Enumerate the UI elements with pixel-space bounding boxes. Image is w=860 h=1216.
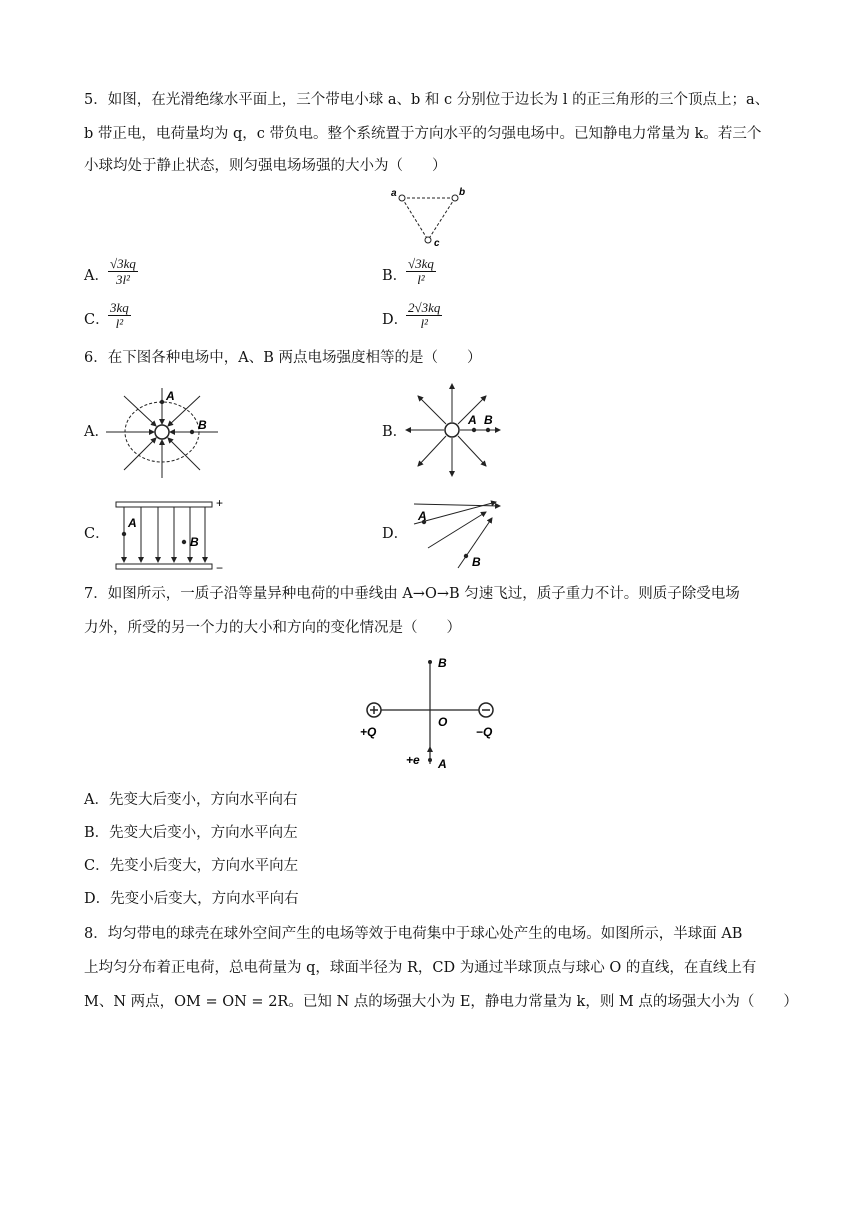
q5-line-2: b 带正电，电荷量均为 q，c 带负电。整个系统置于方向水平的匀强电场中。已知静电力常量为 k。若三个 xyxy=(84,126,762,142)
q7-label-minus-q: −Q xyxy=(476,725,493,739)
q5-option-c-den: l² xyxy=(115,316,124,331)
q6-option-b-letter: B． xyxy=(382,424,408,440)
q5-option-c-num: 3kq xyxy=(110,300,129,315)
q7-line-1: 7．如图所示，一质子沿等量异种电荷的中垂线由 A→O→B 匀速飞过，质子重力不计。则质子除受电场 xyxy=(84,586,740,602)
q5-option-a-fraction xyxy=(108,256,138,287)
q5-option-d-num: 2√3kq xyxy=(408,300,441,315)
q8-line-3: M、N 两点，OM = ON = 2R。已知 N 点的场强大小为 E，静电力常量为 k，则 M 点的场强大小为（ ） xyxy=(84,994,798,1010)
q7-line-2: 力外，所受的另一个力的大小和方向的变化情况是（ ） xyxy=(84,620,461,636)
q6-figure-b xyxy=(404,382,504,478)
q5-triangle-figure xyxy=(388,184,474,248)
q6-b-label-A: A xyxy=(468,413,477,427)
q5-option-a-letter: A． xyxy=(84,268,109,284)
q6-c-plus-sign: + xyxy=(216,496,224,510)
q6-line-1: 6．在下图各种电场中，A、B 两点电场强度相等的是（ ） xyxy=(84,350,482,366)
q7-label-proton: +e xyxy=(406,753,420,767)
q5-label-b: b xyxy=(459,187,466,198)
q6-option-c-letter: C． xyxy=(84,526,110,542)
q5-option-b-den: l² xyxy=(417,272,425,287)
q6-figure-d xyxy=(408,496,508,572)
q7-label-plus-q: +Q xyxy=(360,725,377,739)
q6-d-label-B: B xyxy=(472,555,481,569)
q8-line-1: 8．均匀带电的球壳在球外空间产生的电场等效于电荷集中于球心处产生的电场。如图所示，半球面 AB xyxy=(84,926,743,942)
q6-figure-a xyxy=(104,386,224,482)
q5-option-d-den: l² xyxy=(420,316,428,331)
q7-dipole-figure xyxy=(352,652,512,774)
q5-option-c-fraction xyxy=(108,300,131,331)
q6-option-a-letter: A． xyxy=(84,424,109,440)
q5-line-1: 5．如图，在光滑绝缘水平面上，三个带电小球 a、b 和 c 分别位于边长为 l 的正三角形的三个顶点上；a、 xyxy=(84,92,770,108)
q5-option-a-num: √3kq xyxy=(110,256,136,271)
q5-option-b-letter: B． xyxy=(382,268,408,284)
q5-label-c: c xyxy=(434,238,440,248)
q7-label-B: B xyxy=(438,656,447,670)
q5-option-d-fraction xyxy=(406,300,442,331)
q6-figure-c xyxy=(112,494,232,578)
q5-option-d-letter: D． xyxy=(382,312,409,328)
q5-label-a: a xyxy=(391,188,397,199)
q5-option-c-letter: C． xyxy=(84,312,110,328)
q8-line-2: 上均匀分布着正电荷，总电荷量为 q，球面半径为 R，CD 为通过半球顶点与球心 O 的直线，在直线上有 xyxy=(84,960,757,976)
q7-option-a: A．先变大后变小，方向水平向右 xyxy=(84,792,298,808)
q6-a-label-B: B xyxy=(198,418,207,432)
q6-c-minus-sign: − xyxy=(216,561,224,575)
q6-option-d-letter: D． xyxy=(382,526,409,542)
q7-label-O: O xyxy=(438,715,448,729)
q5-line-3: 小球均处于静止状态，则匀强电场场强的大小为（ ） xyxy=(84,158,447,174)
q6-b-label-B: B xyxy=(484,413,493,427)
q6-c-label-B: B xyxy=(190,535,199,549)
q6-a-label-A: A xyxy=(166,389,175,403)
q6-d-label-A: A xyxy=(418,509,427,523)
q7-option-d: D．先变小后变大，方向水平向右 xyxy=(84,891,299,907)
q7-option-c: C．先变小后变大，方向水平向左 xyxy=(84,858,299,874)
q7-option-b: B．先变大后变小，方向水平向左 xyxy=(84,825,298,841)
q5-option-a-den: 3l² xyxy=(115,272,130,287)
q6-c-label-A: A xyxy=(128,516,137,530)
q7-label-A: A xyxy=(438,757,447,771)
q5-option-b-fraction xyxy=(406,256,436,287)
q5-option-b-num: √3kq xyxy=(408,256,434,271)
